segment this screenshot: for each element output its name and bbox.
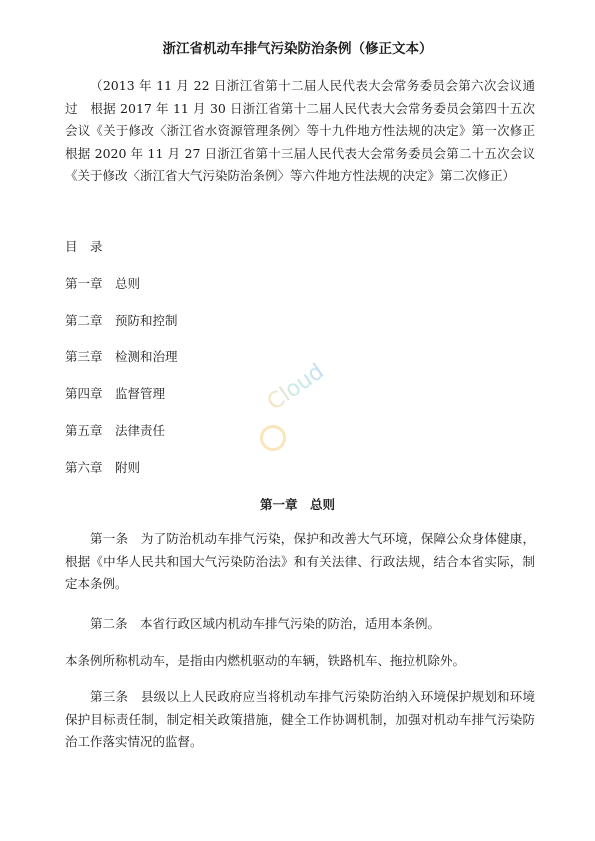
toc-item-chapter-2: 第二章 预防和控制 <box>65 313 178 328</box>
watermark-text: Cloud <box>262 359 329 416</box>
toc-item-chapter-4: 第四章 监督管理 <box>65 386 166 401</box>
toc-item-chapter-6: 第六章 附则 <box>65 460 141 475</box>
article-2-definition: 本条例所称机动车，是指由内燃机驱动的车辆，铁路机车、拖拉机除外。 <box>65 653 466 668</box>
toc-item-chapter-1: 第一章 总则 <box>65 276 141 291</box>
chapter-heading: 第一章 总则 <box>259 497 335 512</box>
document-title: 浙江省机动车排气污染防治条例（修正文本） <box>162 41 433 57</box>
preamble-paragraph: （2013 年 11 月 22 日浙江省第十二届人民代表大会常务委员会第六次会议通过 根据 2017 年 11 月 30 日浙江省第十二届人民代表大会常务委员会第四十五次会议《关于修改〈浙江省水资源管理条例〉等十九件地方性法规的决定》第一次修正 根据 2020 年 11 月 27 日浙江省第十三届人民代表大会常务委员会第二十五次会议《关于修改〈浙江省大气污染防治条例〉等六件地方性法规的决定》第二次修正） <box>65 78 548 183</box>
toc-item-chapter-5: 第五章 法律责任 <box>65 423 166 438</box>
article-1: 第一条 为了防治机动车排气污染，保护和改善大气环境，保障公众身体健康，根据《中华人民共和国大气污染防治法》和有关法律、行政法规，结合本省实际，制定本条例。 <box>65 531 535 591</box>
toc-heading: 目 录 <box>65 239 103 254</box>
toc-item-chapter-3: 第三章 检测和治理 <box>65 349 178 364</box>
article-2: 第二条 本省行政区域内机动车排气污染的防治，适用本条例。 <box>90 616 441 631</box>
article-3: 第三条 县级以上人民政府应当将机动车排气污染防治纳入环境保护规划和环境保护目标责任制，制定相关政策措施，健全工作协调机制，加强对机动车排气污染防治工作落实情况的监督。 <box>65 689 535 749</box>
watermark-text-icon <box>258 338 357 420</box>
